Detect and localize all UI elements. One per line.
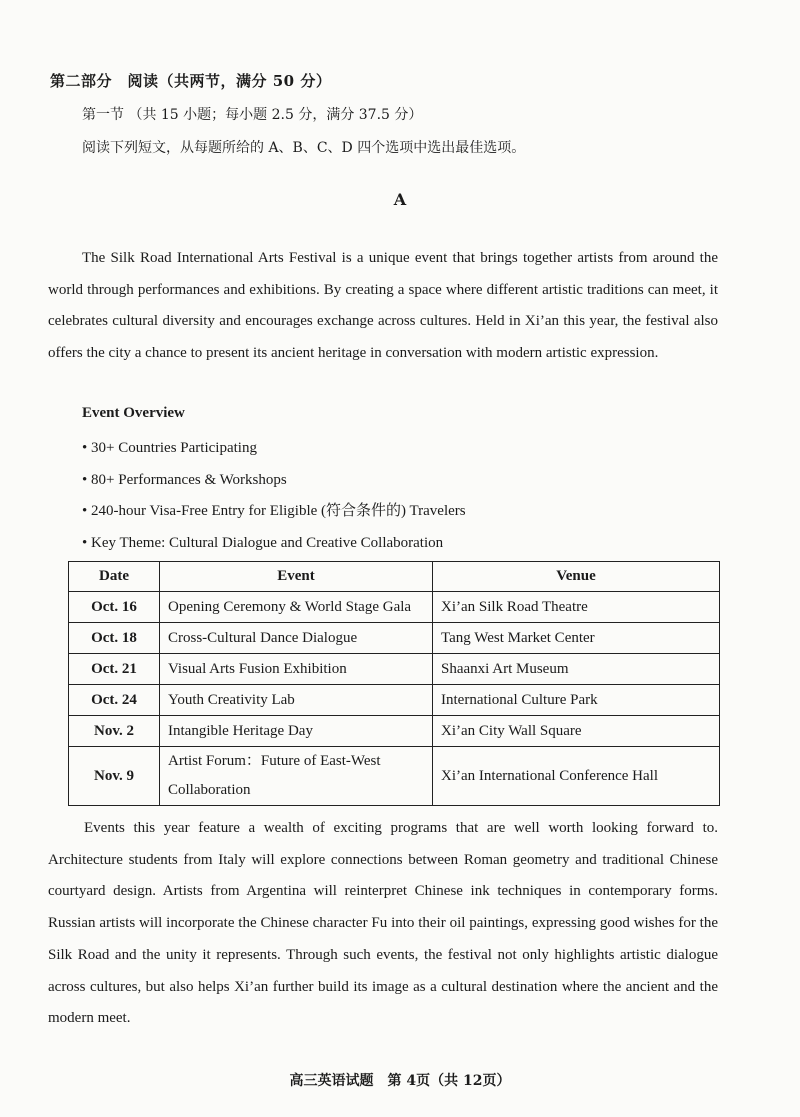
cell-date: Oct. 24 xyxy=(69,685,160,716)
table-header-row xyxy=(69,562,720,592)
cell-date: Oct. 21 xyxy=(69,654,160,685)
header-event: Event xyxy=(160,562,433,592)
instruction-text: 阅读下列短文，从每题所给的 A、B、C、D 四个选项中选出最佳选项。 xyxy=(82,140,526,156)
cell-venue: Shaanxi Art Museum xyxy=(433,654,720,685)
cell-event: Cross-Cultural Dance Dialogue xyxy=(160,623,433,654)
table-row xyxy=(69,747,720,806)
cell-date: Nov. 9 xyxy=(69,747,160,806)
events-paragraph: Events this year feature a wealth of exciting programs that are well worth looking forward to. Architecture students from Italy will explore connections between Roman geometry and traditional Chinese courtyard design. Artists from Argentina will reinterpret Chinese ink techniques in contemporary forms. Russian artists will incorporate the Chinese character Fu into their oil paintings, expressing good wishes for the Silk Road and the unity it represents. Through such events, the festival not only highlights artistic dialogue across cultures, but also helps Xi’an further build its image as a cultural destination where the ancient and the modern meet. xyxy=(48,820,718,1027)
table-row xyxy=(69,623,720,654)
header-date: Date xyxy=(69,562,160,592)
table-row xyxy=(69,654,720,685)
cell-event: Intangible Heritage Day xyxy=(160,716,433,747)
cell-event: Youth Creativity Lab xyxy=(160,685,433,716)
header-venue: Venue xyxy=(433,562,720,592)
intro-paragraph: The Silk Road International Arts Festival is a unique event that brings together artists from around the world through performances and exhibitions. By creating a space where different artistic traditions can meet, it celebrates cultural diversity and encourages exchange across cultures. Held in Xi’an this year, the festival also offers the city a chance to present its ancient heritage in conversation with modern artistic expression. xyxy=(48,250,718,362)
cell-date: Oct. 18 xyxy=(69,623,160,654)
part-title: 第二部分 阅读（共两节，满分 50 分） xyxy=(50,72,332,90)
cell-event: Opening Ceremony & World Stage Gala xyxy=(160,592,433,623)
cell-venue: International Culture Park xyxy=(433,685,720,716)
cell-event: Visual Arts Fusion Exhibition xyxy=(160,654,433,685)
overview-item: • 80+ Performances & Workshops xyxy=(82,468,466,500)
cell-date: Nov. 2 xyxy=(69,716,160,747)
overview-list xyxy=(82,436,466,562)
schedule-table xyxy=(68,561,720,806)
cell-venue: Xi’an City Wall Square xyxy=(433,716,720,747)
overview-item: • 240-hour Visa-Free Entry for Eligible (符合条件的) Travelers xyxy=(82,499,466,531)
cell-date: Oct. 16 xyxy=(69,592,160,623)
section-title: 第一节 （共 15 小题；每小题 2.5 分，满分 37.5 分） xyxy=(82,107,423,123)
cell-event: Artist Forum：Future of East-West Collaboration xyxy=(160,747,433,806)
table-row xyxy=(69,592,720,623)
cell-venue: Xi’an International Conference Hall xyxy=(433,747,720,806)
passage-label: A xyxy=(393,190,407,209)
overview-item: • Key Theme: Cultural Dialogue and Creative Collaboration xyxy=(82,531,466,563)
overview-heading: Event Overview xyxy=(82,405,185,421)
overview-item: • 30+ Countries Participating xyxy=(82,436,466,468)
cell-venue: Xi’an Silk Road Theatre xyxy=(433,592,720,623)
cell-venue: Tang West Market Center xyxy=(433,623,720,654)
table-row xyxy=(69,685,720,716)
table-row xyxy=(69,716,720,747)
page-footer: 高三英语试题 第 4页（共 12页） xyxy=(289,1073,511,1089)
